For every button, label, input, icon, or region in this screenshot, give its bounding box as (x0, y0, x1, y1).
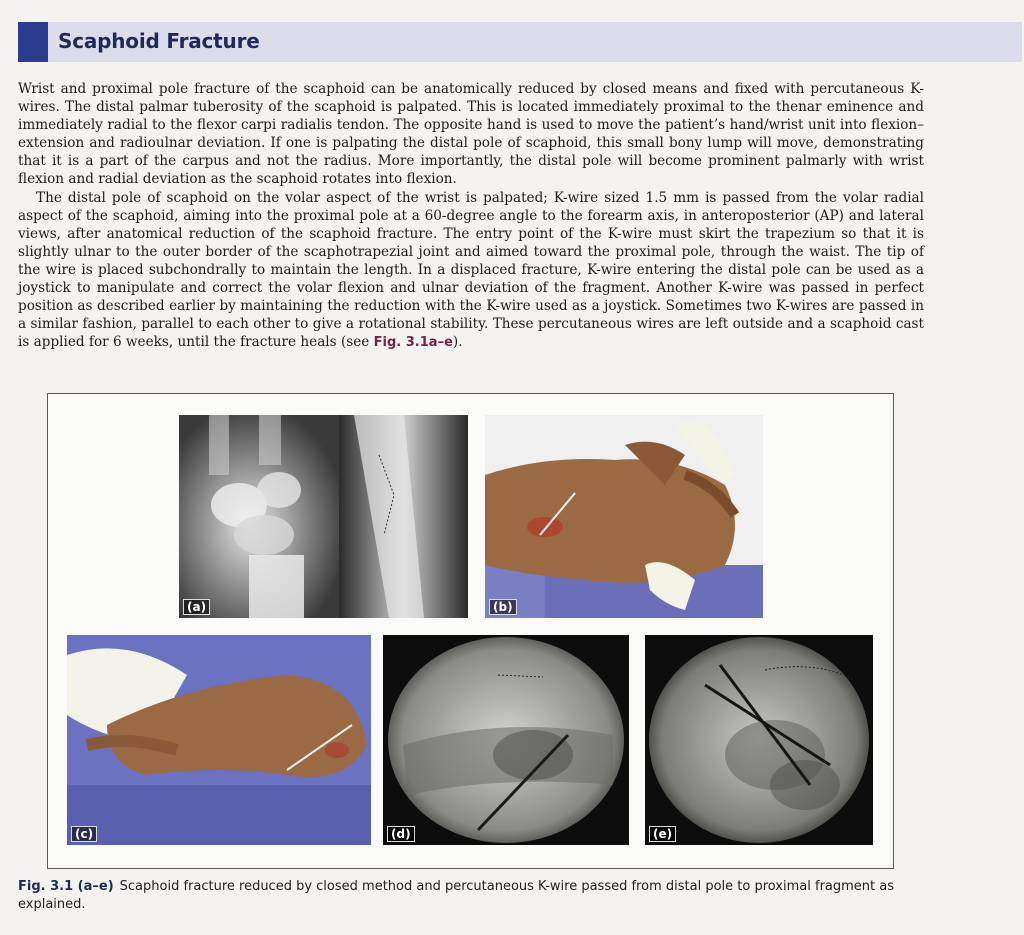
panel-e-label: (e) (649, 826, 676, 842)
panel-a-xray (179, 415, 468, 618)
fluoroscopy-icon (383, 635, 629, 845)
panel-d-fluoro (383, 635, 629, 845)
paragraph-2: The distal pole of scaphoid on the volar aspect of the wrist is palpated; K-wire sized 1.5 mm is passed from the volar radial aspect of the scaphoid, aiming into the proximal pole at a 60-degree angle to the forearm axis, in anteroposterior (AP) and lateral views, after anatomical reduction of the scaphoid fracture. The entry point of the K-wire must skirt the trapezium so that it is slightly ulnar to the outer border of the scaphotrapezial joint and aimed toward the proximal pole, through the waist. The tip of the wire is placed subchondrally to maintain the length. In a displaced fracture, K-wire entering the distal pole can be used as a joystick to manipulate and correct the volar flexion and ulnar deviation of the fragment. Another K-wire was passed in perfect position as described earlier by maintaining the reduction with the K-wire used as a joystick. Sometimes two K-wires are passed in a similar fashion, parallel to each other to give a rotational stability. These percutaneous wires are left outside and a scaphoid cast is applied for 6 weeks, until the fracture heals (see Fig. 3.1a–e). (18, 189, 924, 351)
panel-c-label: (c) (71, 826, 97, 842)
figure-frame (47, 393, 894, 869)
section-marker (18, 22, 48, 62)
section-title: Scaphoid Fracture (58, 29, 260, 53)
figure-reference-link[interactable]: Fig. 3.1a–e (373, 335, 453, 351)
panel-e-fluoro (645, 635, 873, 845)
hand-lateral-photo-icon (67, 635, 371, 845)
body-text (18, 80, 924, 352)
fluoroscopy-two-wires-icon (645, 635, 873, 845)
section-header (18, 22, 1022, 62)
figure-caption (18, 878, 928, 914)
panel-c-photo (67, 635, 371, 845)
panel-b-label: (b) (489, 599, 517, 615)
caption-text: Scaphoid fracture reduced by closed method and percutaneous K-wire passed from distal pole to proximal fragment as explained. (18, 879, 894, 912)
paragraph-1: Wrist and proximal pole fracture of the scaphoid can be anatomically reduced by closed means and fixed with percutaneous K-wires. The distal palmar tuberosity of the scaphoid is palpated. This is located immediately proximal to the thenar eminence and immediately radial to the flexor carpi radialis tendon. The opposite hand is used to move the patient’s hand/wrist unit into flexion–extension and radioulnar deviation. If one is palpating the distal pole of scaphoid, this small bony lump will move, demonstrating that it is a part of the carpus and not the radius. More importantly, the distal pole will become prominent palmarly with wrist flexion and radial deviation as the scaphoid rotates into flexion. (18, 81, 924, 188)
palm-photo-icon (485, 415, 763, 618)
panel-a-label: (a) (183, 599, 210, 615)
panel-d-label: (d) (387, 826, 415, 842)
xray-wrist-icon (179, 415, 468, 618)
panel-b-photo (485, 415, 763, 618)
caption-label: Fig. 3.1 (a–e) (18, 879, 114, 894)
